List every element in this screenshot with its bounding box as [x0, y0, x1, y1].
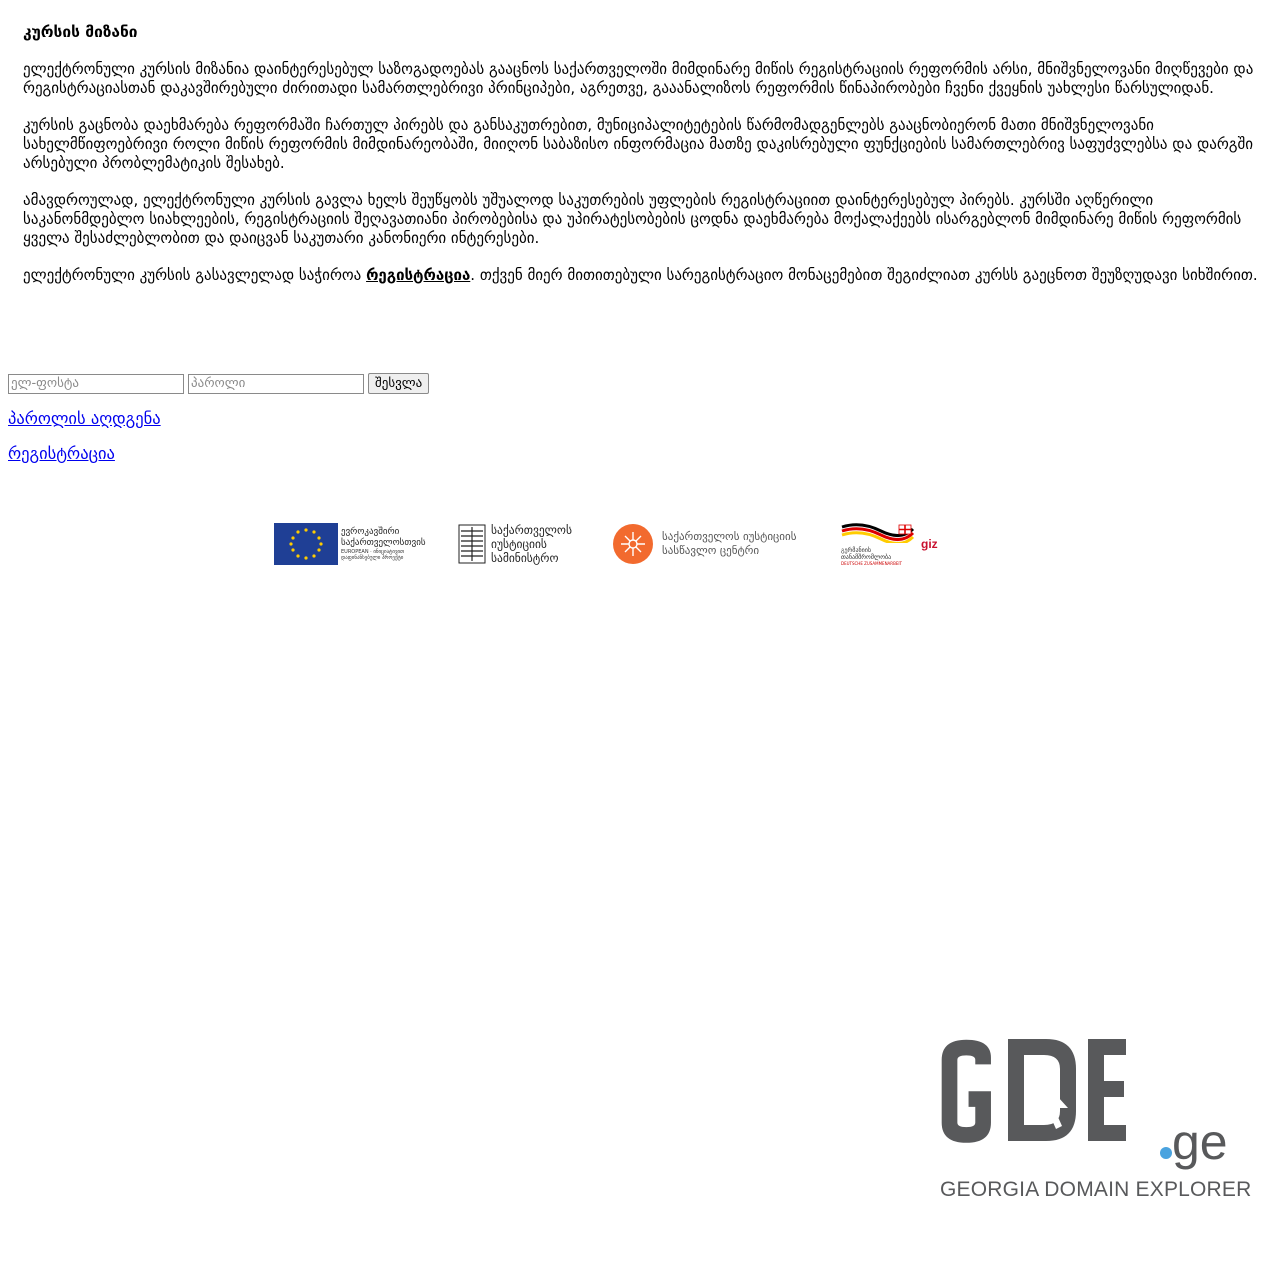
giz-logo: giz [921, 537, 938, 551]
eu-small-text: EUROPEAN · ინიციატივით დაფინანსებული პროექტი [341, 549, 405, 561]
registration-link[interactable]: რეგისტრაცია [8, 444, 115, 463]
gde-tld-text: ge [1172, 1114, 1228, 1170]
password-recovery-link[interactable]: პაროლის აღდგენა [8, 409, 161, 428]
ministry-emblem-icon [458, 523, 486, 565]
partner-logos [0, 520, 1280, 568]
paragraph-1: ელექტრონული კურსის მიზანია დაინტერესებულ საზოგადოებას გააცნოს საქართველოში მიმდინარე მიწის რეგისტრაციის რეფორმის არსი, მნიშვნელოვანი მიღწევები და რეგისტრაციასთან დაკავშირებული ძირითადი სამართლებრივი პრინციპები, აგრეთვე, გააანალიზოს რეფორმის წინაპირობები ჩვენი ქვეყნის უახლესი წარსულიდან. [23, 60, 1254, 97]
gde-tagline: GEORGIA DOMAIN EXPLORER [940, 1178, 1252, 1201]
paragraph-4-start: ელექტრონული კურსის გასავლელად საჭიროა [23, 265, 367, 284]
email-input[interactable] [8, 374, 184, 394]
ministry-of-justice-logo [458, 520, 572, 568]
course-description [23, 22, 1263, 303]
eu-logo [274, 520, 426, 568]
training-center-emblem-icon [613, 524, 653, 564]
moj-line-3: სამინისტრო [491, 551, 559, 565]
paragraph-3: ამავდროულად, ელექტრონული კურსის გავლა ხელს შეუწყობს უშუალოდ საკუთრების უფლების რეგისტრაციით დაინტერესებულ პირებს. კურსში აღწერილი საკანონმდებლო სიახლეების, რეგისტრაციის შეღავათიანი პირობებისა და უპირატესობების ცოდნა დაეხმარება მოქალაქეებს ისარგებლონ მიმდინარე მიწის რეფორმის ყველა შესაძლებლობით და დაიცვან საკუთარი კანონიერი ინტერესები. [23, 190, 1242, 247]
de-small-text: DEUTSCHE ZUSAMMENARBEIT [841, 560, 902, 566]
page-title: კურსის მიზანი [23, 23, 138, 41]
training-center-logo [613, 520, 796, 568]
de-line-1: გერმანიის [841, 546, 871, 554]
tc-line-2: სასწავლო ცენტრი [662, 544, 760, 557]
login-form [8, 373, 429, 394]
tc-line-1: საქართველოს იუსტიციის [662, 530, 797, 543]
login-button[interactable]: შესვლა [368, 373, 429, 394]
german-flag-icon [841, 523, 915, 543]
de-line-2: თანამშრომლობა [841, 553, 892, 561]
password-input[interactable] [188, 374, 364, 394]
eu-line-2: საქართველოსთვის [341, 538, 426, 548]
eu-line-1: ევროკავშირი [341, 527, 400, 537]
moj-line-1: საქართველოს [491, 523, 572, 537]
german-cooperation-logo [841, 520, 938, 568]
inline-registration-link[interactable]: რეგისტრაცია [366, 265, 471, 284]
paragraph-4 [23, 266, 1263, 285]
paragraph-4-end: . თქვენ მიერ მითითებული სარეგისტრაციო მონაცემებით შეგიძლიათ კურსს გაეცნოთ შეუზღუდავი სიხშირით. [470, 265, 1258, 284]
eu-flag-icon [274, 523, 338, 565]
moj-line-2: იუსტიციის [491, 537, 547, 551]
paragraph-2: კურსის გაცნობა დაეხმარება რეფორმაში ჩართულ პირებს და განსაკუთრებით, მუნიციპალიტეტების წარმომადგენლებს გააცნობიერონ მათი მნიშვნელოვანი სახელმწიფოებრივი როლი მიწის რეფორმის მიმდინარეობაში, მიიღონ საბაზისო ინფორმაცია მათზე დაკისრებული ფუნქციების სამართლებრივ საფუძვლებსა და დარგში არსებული პრობლემატიკის შესახებ. [23, 116, 1254, 172]
